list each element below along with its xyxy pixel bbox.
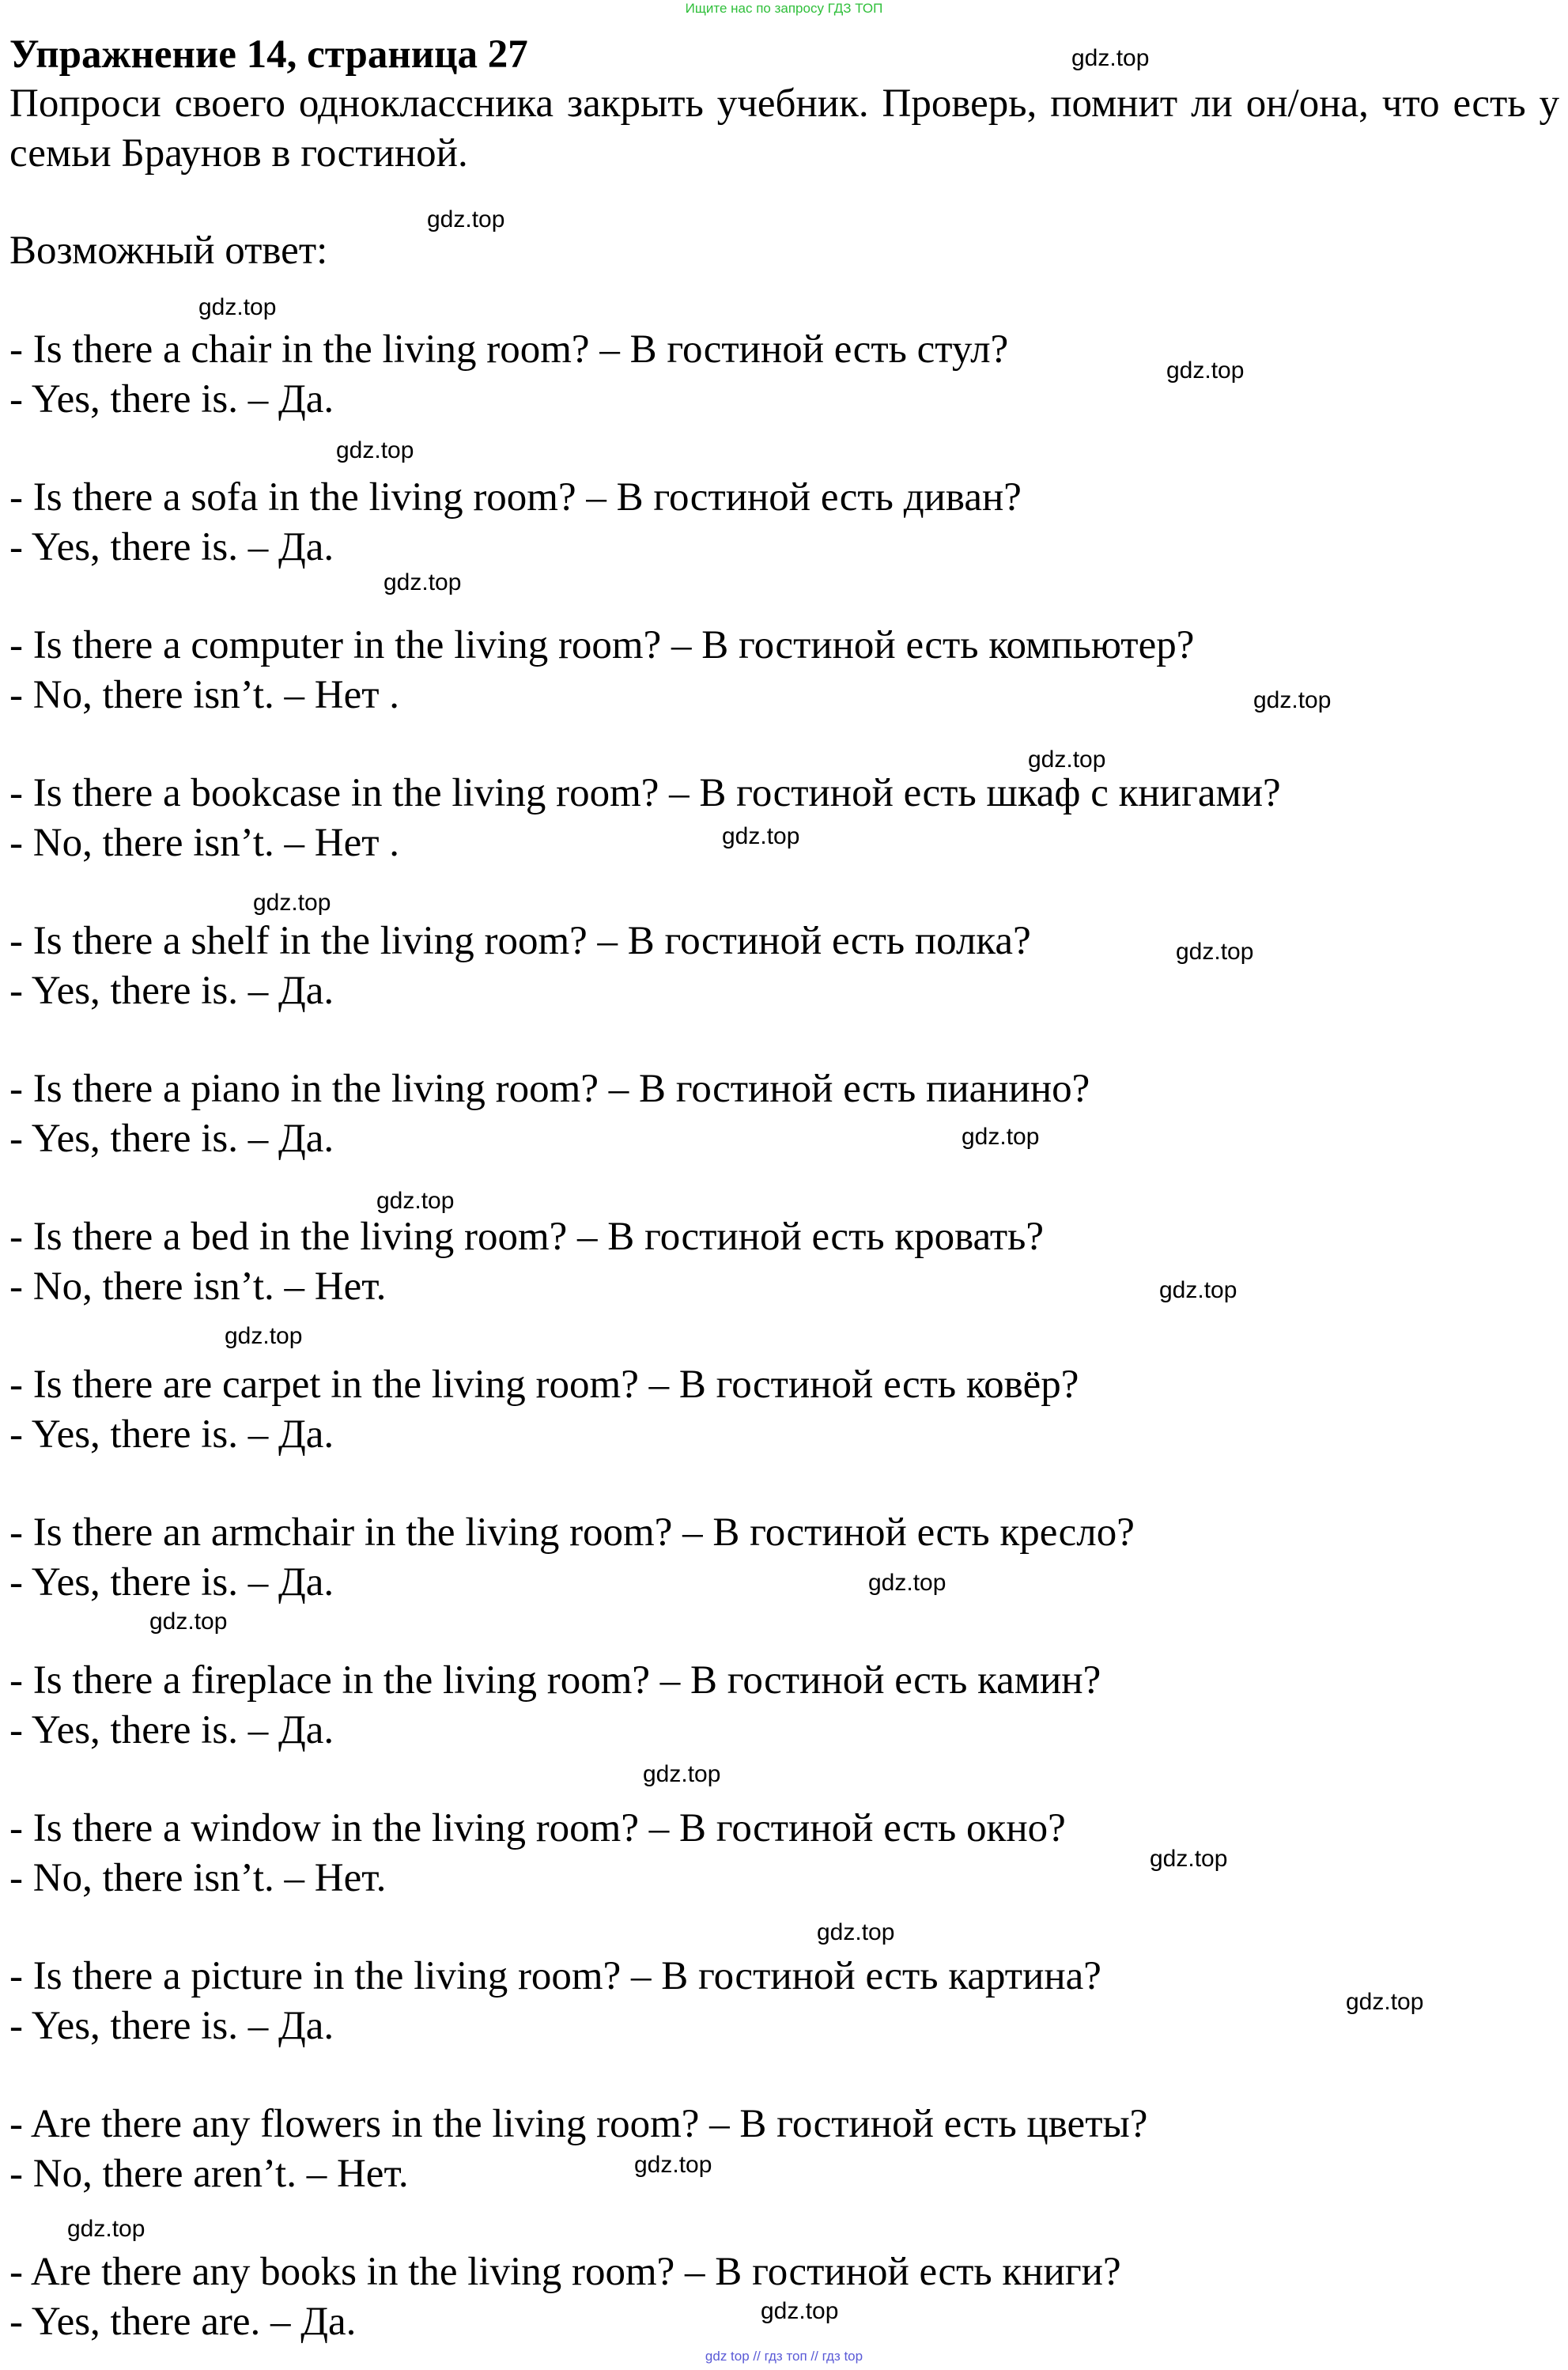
qa-pair — [9, 1508, 1559, 1608]
question-line: - Is there a computer in the living room? – В гостиной есть компьютер? — [9, 623, 1195, 667]
qa-pair — [9, 2100, 1559, 2199]
watermark: gdz.top — [1346, 1989, 1424, 2015]
qa-pair — [9, 473, 1559, 573]
question-line: - Is there a bookcase in the living room? – В гостиной есть шкаф с книгами? — [9, 771, 1281, 815]
question-line: - Are there any flowers in the living room? – В гостиной есть цветы? — [9, 2102, 1148, 2146]
question-line: - Are there any books in the living room? – В гостиной есть книги? — [9, 2250, 1121, 2294]
watermark: gdz.top — [761, 2298, 839, 2324]
task-text: Попроси своего одноклассника закрыть учебник. Проверь, помнит ли он/она, что есть у семьи Браунов в гостиной. — [9, 81, 1559, 176]
answer-line: - Yes, there is. – Да. — [9, 1708, 334, 1752]
answer-line: - No, there isn’t. – Нет. — [9, 1856, 387, 1900]
watermark: gdz.top — [962, 1124, 1040, 1150]
answer-line: - Yes, there is. – Да. — [9, 1560, 334, 1605]
answer-line: - Yes, there are. – Да. — [9, 2300, 357, 2344]
watermark: gdz.top — [1150, 1846, 1228, 1872]
answer-line: - Yes, there is. – Да. — [9, 1117, 334, 1161]
top-banner: Ищите нас по запросу ГДЗ ТОП — [685, 1, 883, 16]
question-line: - Is there a sofa in the living room? – В гостиной есть диван? — [9, 475, 1022, 520]
watermark: gdz.top — [1071, 45, 1150, 71]
answer-line: - Yes, there is. – Да. — [9, 2004, 334, 2048]
answer-line: - Yes, there is. – Да. — [9, 969, 334, 1013]
watermark: gdz.top — [1253, 687, 1332, 713]
answer-line: - No, there aren’t. – Нет. — [9, 2152, 409, 2196]
watermark: gdz.top — [634, 2152, 712, 2178]
answer-line: - Yes, there is. – Да. — [9, 1412, 334, 1457]
exercise-title: Упражнение 14, страница 27 — [9, 32, 528, 77]
watermark: gdz.top — [149, 1608, 228, 1635]
qa-pair — [9, 1952, 1559, 2051]
question-line: - Is there a bed in the living room? – В гостиной есть кровать? — [9, 1215, 1045, 1259]
answer-line: - Yes, there is. – Да. — [9, 377, 334, 421]
answer-line: - No, there isn’t. – Нет . — [9, 821, 399, 865]
qa-pair — [9, 917, 1559, 1016]
qa-pair — [9, 325, 1559, 425]
qa-pair — [9, 2247, 1559, 2347]
question-line: - Is there a piano in the living room? – В гостиной есть пианино? — [9, 1067, 1090, 1111]
answer-line: - No, there isn’t. – Нет. — [9, 1264, 387, 1309]
watermark: gdz.top — [868, 1570, 946, 1596]
watermark: gdz.top — [1028, 747, 1106, 773]
watermark: gdz.top — [817, 1919, 895, 1945]
watermark: gdz.top — [427, 206, 505, 232]
question-line: - Is there a fireplace in the living room? – В гостиной есть камин? — [9, 1658, 1101, 1703]
question-line: - Is there a picture in the living room? – В гостиной есть картина? — [9, 1954, 1101, 1998]
qa-pair — [9, 1656, 1559, 1756]
question-line: - Is there a chair in the living room? – В гостиной есть стул? — [9, 327, 1009, 372]
watermark: gdz.top — [376, 1188, 455, 1214]
watermark: gdz.top — [225, 1323, 303, 1349]
watermark: gdz.top — [722, 823, 800, 849]
answer-line: - No, there isn’t. – Нет . — [9, 673, 399, 717]
question-line: - Is there a window in the living room? – В гостиной есть окно? — [9, 1806, 1066, 1850]
qa-pair — [9, 1064, 1559, 1164]
question-line: - Is there an armchair in the living room? – В гостиной есть кресло? — [9, 1510, 1135, 1555]
watermark: gdz.top — [1166, 357, 1245, 384]
qa-pair — [9, 1212, 1559, 1312]
question-line: - Is there a shelf in the living room? – В гостиной есть полка? — [9, 919, 1031, 963]
answer-label: Возможный ответ: — [9, 229, 328, 273]
qa-pair — [9, 769, 1559, 868]
qa-pair — [9, 1804, 1559, 1903]
watermark: gdz.top — [643, 1761, 721, 1787]
watermark: gdz.top — [67, 2216, 145, 2242]
watermark: gdz.top — [1176, 939, 1254, 965]
question-line: - Is there are carpet in the living room? – В гостиной есть ковёр? — [9, 1363, 1079, 1407]
watermark: gdz.top — [383, 569, 462, 595]
watermark: gdz.top — [336, 437, 414, 463]
watermark: gdz.top — [198, 294, 277, 320]
footer: gdz top // гдз топ // гдз top — [705, 2349, 863, 2364]
watermark: gdz.top — [253, 890, 331, 916]
answer-line: - Yes, there is. – Да. — [9, 525, 334, 569]
qa-pair — [9, 1360, 1559, 1460]
watermark: gdz.top — [1159, 1277, 1237, 1303]
